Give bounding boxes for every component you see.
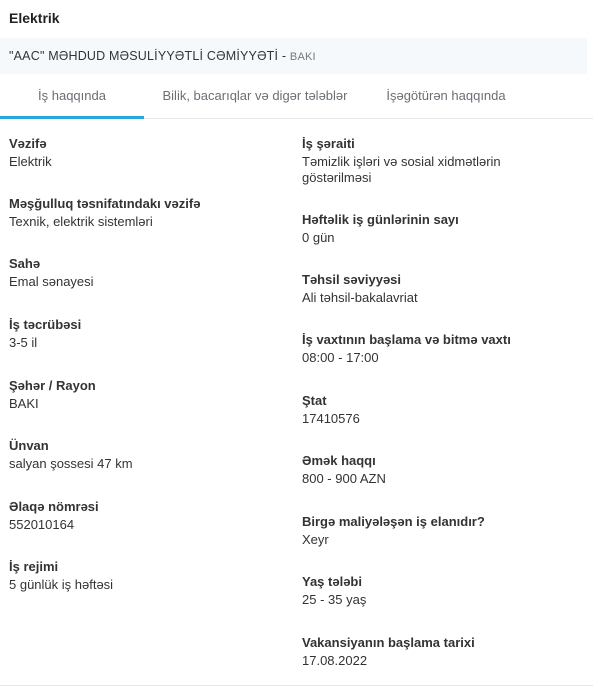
- field-value: 0 gün: [302, 230, 335, 245]
- field-value: 5 günlük iş həftəsi: [9, 577, 114, 592]
- field-label: Məşğulluq təsnifatındakı vəzifə: [9, 196, 201, 211]
- field-value: Xeyr: [302, 532, 329, 547]
- field-weekly-workdays: [302, 212, 572, 246]
- field-experience: [9, 317, 279, 351]
- tab-about-job[interactable]: İş haqqında: [0, 76, 144, 118]
- company-bar: [0, 38, 587, 74]
- field-sector: [9, 256, 279, 290]
- field-work-conditions: [302, 136, 572, 186]
- field-contact-number: [9, 499, 279, 533]
- field-value: Elektrik: [9, 154, 52, 169]
- field-label: İş vaxtının başlama və bitmə vaxtı: [302, 332, 511, 347]
- field-label: Vakansiyanın başlama tarixi: [302, 635, 475, 650]
- field-value: Ali təhsil-bakalavriat: [302, 290, 418, 305]
- field-value: BAKI: [9, 396, 39, 411]
- field-label: Birgə maliyələşən iş elanıdır?: [302, 514, 485, 529]
- page-title: Elektrik: [9, 10, 60, 26]
- company-info: [9, 49, 316, 63]
- field-label: Ünvan: [9, 438, 49, 453]
- field-label: Sahə: [9, 256, 41, 271]
- field-address: [9, 438, 279, 472]
- field-label: Vəzifə: [9, 136, 47, 151]
- field-value: 800 - 900 AZN: [302, 471, 386, 486]
- tab-bar: [0, 76, 593, 119]
- field-label: İş rejimi: [9, 559, 59, 574]
- field-value: 552010164: [9, 517, 75, 532]
- field-salary: [302, 453, 572, 487]
- field-label: Əmək haqqı: [302, 453, 376, 468]
- field-age-requirement: [302, 574, 572, 608]
- field-staff-id: [302, 393, 572, 427]
- field-label: Həftəlik iş günlərinin sayı: [302, 212, 459, 227]
- field-value: 3-5 il: [9, 335, 38, 350]
- tab-about-employer[interactable]: İşəgötürən haqqında: [386, 88, 506, 103]
- field-work-mode: [9, 559, 279, 593]
- field-vacancy-start-date: [302, 635, 572, 669]
- field-value: 17.08.2022: [302, 653, 368, 668]
- field-position: [9, 136, 279, 170]
- field-working-hours: [302, 332, 572, 366]
- field-education-level: [302, 272, 572, 306]
- field-value: 25 - 35 yaş: [302, 592, 367, 607]
- field-cofinanced: [302, 514, 572, 548]
- field-value: Texnik, elektrik sistemləri: [9, 214, 153, 229]
- field-value: Emal sənayesi: [9, 274, 94, 289]
- tab-skills-requirements[interactable]: Bilik, bacarıqlar və digər tələblər: [162, 88, 348, 103]
- field-city: [9, 378, 279, 412]
- company-name[interactable]: "AAC" MƏHDUD MƏSULİYYƏTLİ CƏMİYYƏTİ: [9, 49, 279, 63]
- company-city: BAKI: [289, 51, 316, 63]
- field-value: Təmizlik işləri və sosial xidmətlərin göstərilməsi: [302, 154, 501, 185]
- page-header: [0, 0, 593, 38]
- field-label: İş təcrübəsi: [9, 317, 82, 332]
- field-label: İş şəraiti: [302, 136, 355, 151]
- field-label: Yaş tələbi: [302, 574, 362, 589]
- field-value: salyan şossesi 47 km: [9, 456, 133, 471]
- field-value: 17410576: [302, 411, 360, 426]
- field-label: Şəhər / Rayon: [9, 378, 96, 393]
- field-value: 08:00 - 17:00: [302, 350, 379, 365]
- field-classification-position: [9, 196, 279, 230]
- field-label: Əlaqə nömrəsi: [9, 499, 99, 514]
- bottom-divider: [0, 685, 593, 686]
- field-label: Ştat: [302, 393, 327, 408]
- field-label: Təhsil səviyyəsi: [302, 272, 402, 287]
- company-separator: -: [278, 49, 290, 63]
